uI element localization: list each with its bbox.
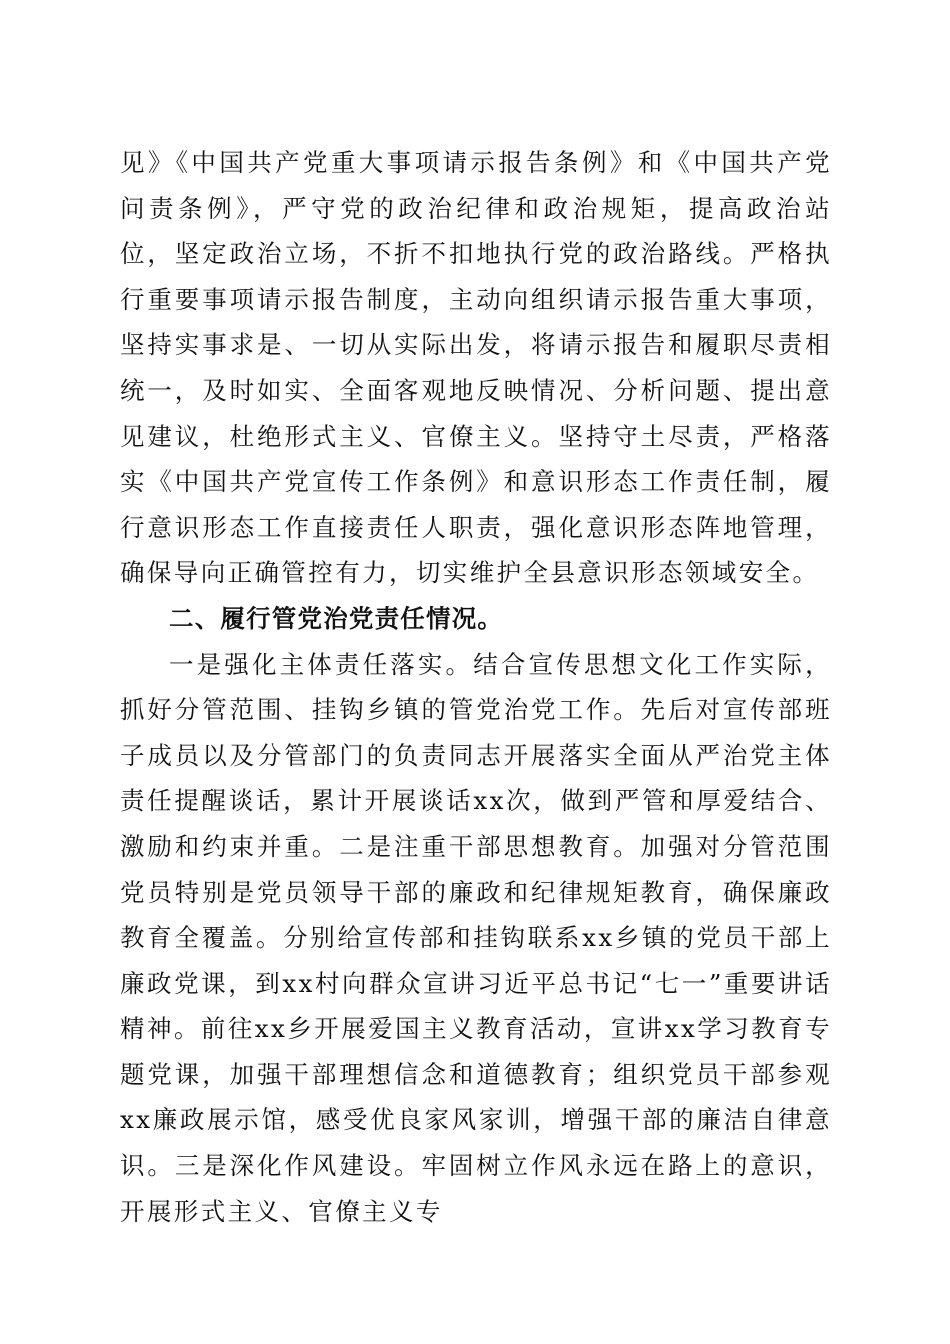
lead-phrase-2: 二是注重干部思想教育。 [339, 831, 641, 861]
section-heading: 二、履行管党治党责任情况。 [169, 603, 504, 633]
paragraph-political-discipline: 见》《中国共产党重大事项请示报告条例》和《中国共产党问责条例》，严守党的政治纪律和政治规矩，提高政治站位，坚定政治立场，不折不扣地执行党的政治路线。严格执行重要事项请示报告制度，主动向组织请示报告重大事项，坚持实事求是、一切从实际出发，将请示报告和履职尽责相统一，及时如实、全面客观地反映情况、分析问题、提出意见建议，杜绝形式主义、官僚主义。坚持守土尽责，严格落实《中国共产党宣传工作条例》和意识形态工作责任制，履行意识形态工作直接责任人职责，强化意识形态阵地管理，确保导向正确管控有力，切实维护全县意识形态领域安全。 [120, 148, 832, 588]
lead-phrase-3: 三是深化作风建设。 [174, 1151, 422, 1181]
paragraph-text-3: 牢固树立作风永远在路上的意识，开展形式主义、官僚主义专 [120, 1151, 832, 1226]
paragraph-text-1: 结合宣传思想文化工作实际，抓好分管范围、挂钩乡镇的管党治党工作。先后对宣传部班子成员以及分管部门的负责同志开展落实全面从严治党主体责任提醒谈话，累计开展谈话xx次，做到严管和厚爱结合、激励和约束并重。 [120, 649, 832, 861]
paragraph-party-responsibility [120, 642, 832, 1235]
lead-phrase-1: 一是强化主体责任落实。 [169, 649, 474, 679]
document-body [120, 140, 832, 1234]
paragraph-text-2: 加强对分管范围党员特别是党员领导干部的廉政和纪律规矩教育，确保廉政教育全覆盖。分别给宣传部和挂钩联系xx乡镇的党员干部上廉政党课，到xx村向群众宣讲习近平总书记“七一”重要讲话精神。前往xx乡开展爱国主义教育活动，宣讲xx学习教育专题党课，加强干部理想信念和道德教育；组织党员干部参观xx廉政展示馆，感受优良家风家训，增强干部的廉洁自律意识。 [120, 831, 832, 1181]
